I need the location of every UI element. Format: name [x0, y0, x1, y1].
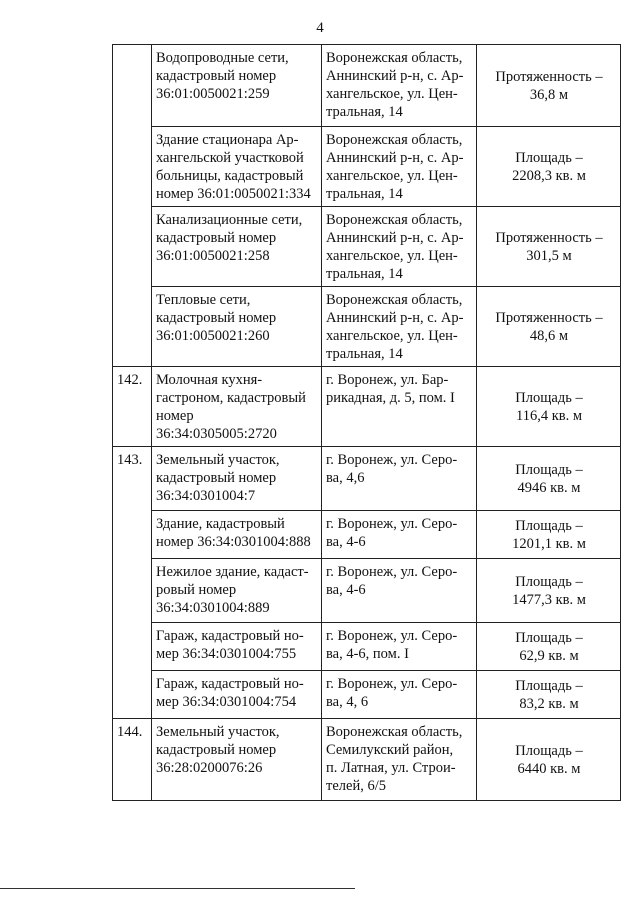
table-row: [113, 207, 621, 287]
row-number-cell: [113, 127, 152, 207]
size-cell: Площадь – 4946 кв. м: [477, 447, 621, 511]
table-row: [113, 559, 621, 623]
row-number-cell: [113, 671, 152, 719]
size-cell: Площадь – 116,4 кв. м: [477, 367, 621, 447]
object-name-cell: Канализационные сети, кадастровый номер 36:01:0050021:258: [152, 207, 322, 287]
size-cell: Площадь – 6440 кв. м: [477, 719, 621, 801]
address-cell: Воронежская область, Аннинский р-н, с. Ар- хангельское, ул. Цен- тральная, 14: [322, 45, 477, 127]
address-cell: г. Воронеж, ул. Серо- ва, 4-6, пом. I: [322, 623, 477, 671]
address-cell: г. Воронеж, ул. Серо- ва, 4,6: [322, 447, 477, 511]
object-name-cell: Гараж, кадастровый но- мер 36:34:0301004:754: [152, 671, 322, 719]
object-name-cell: Здание, кадастровый номер 36:34:0301004:888: [152, 511, 322, 559]
size-cell: Площадь – 83,2 кв. м: [477, 671, 621, 719]
object-name-cell: Тепловые сети, кадастровый номер 36:01:0050021:260: [152, 287, 322, 367]
size-cell: Протяженность – 301,5 м: [477, 207, 621, 287]
object-name-cell: Водопроводные сети, кадастровый номер 36:01:0050021:259: [152, 45, 322, 127]
property-table: [112, 44, 621, 801]
table-row: [113, 719, 621, 801]
table-row: [113, 367, 621, 447]
row-number-cell: [113, 511, 152, 559]
row-number-cell: [113, 207, 152, 287]
size-cell: Площадь – 1477,3 кв. м: [477, 559, 621, 623]
footnote-divider: [0, 888, 355, 889]
address-cell: г. Воронеж, ул. Бар- рикадная, д. 5, пом. I: [322, 367, 477, 447]
table-row: [113, 511, 621, 559]
object-name-cell: Гараж, кадастровый но- мер 36:34:0301004:755: [152, 623, 322, 671]
table-row: [113, 623, 621, 671]
table-row: [113, 127, 621, 207]
page-number: 4: [316, 20, 324, 36]
row-number-cell: [113, 623, 152, 671]
row-number-cell: [113, 287, 152, 367]
object-name-cell: Земельный участок, кадастровый номер 36:34:0301004:7: [152, 447, 322, 511]
address-cell: г. Воронеж, ул. Серо- ва, 4, 6: [322, 671, 477, 719]
object-name-cell: Молочная кухня- гастроном, кадастровый номер 36:34:0305005:2720: [152, 367, 322, 447]
address-cell: г. Воронеж, ул. Серо- ва, 4-6: [322, 559, 477, 623]
table-row: [113, 447, 621, 511]
row-number-cell: [113, 559, 152, 623]
size-cell: Площадь – 1201,1 кв. м: [477, 511, 621, 559]
address-cell: Воронежская область, Семилукский район, п. Латная, ул. Строи- телей, 6/5: [322, 719, 477, 801]
address-cell: г. Воронеж, ул. Серо- ва, 4-6: [322, 511, 477, 559]
row-number-cell: [113, 45, 152, 127]
table-row: [113, 287, 621, 367]
object-name-cell: Земельный участок, кадастровый номер 36:28:0200076:26: [152, 719, 322, 801]
address-cell: Воронежская область, Аннинский р-н, с. Ар- хангельское, ул. Цен- тральная, 14: [322, 287, 477, 367]
size-cell: Площадь – 2208,3 кв. м: [477, 127, 621, 207]
size-cell: Площадь – 62,9 кв. м: [477, 623, 621, 671]
row-number-cell: 142.: [113, 367, 152, 447]
size-cell: Протяженность – 48,6 м: [477, 287, 621, 367]
row-number-cell: 144.: [113, 719, 152, 801]
table-row: [113, 45, 621, 127]
address-cell: Воронежская область, Аннинский р-н, с. Ар- хангельское, ул. Цен- тральная, 14: [322, 127, 477, 207]
object-name-cell: Здание стационара Ар- хангельской участковой больницы, кадастровый номер 36:01:0050021:334: [152, 127, 322, 207]
row-number-cell: 143.: [113, 447, 152, 511]
table-row: [113, 671, 621, 719]
address-cell: Воронежская область, Аннинский р-н, с. Ар- хангельское, ул. Цен- тральная, 14: [322, 207, 477, 287]
size-cell: Протяженность – 36,8 м: [477, 45, 621, 127]
object-name-cell: Нежилое здание, кадаст- ровый номер 36:34:0301004:889: [152, 559, 322, 623]
